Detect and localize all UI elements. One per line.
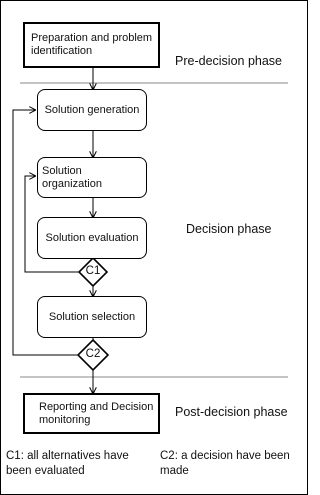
box-solution-organization-label: Solution organization bbox=[42, 164, 102, 190]
box-preparation-label: Preparation and problem identification bbox=[31, 32, 153, 57]
box-solution-generation-label: Solution generation bbox=[44, 103, 140, 116]
phase-post-decision: Post-decision phase bbox=[175, 405, 288, 419]
box-preparation bbox=[23, 22, 160, 68]
box-solution-selection-label: Solution selection bbox=[48, 310, 136, 323]
note-c1: C1: all alternatives have been evaluated bbox=[6, 450, 129, 477]
note-c2: C2: a decision have been made bbox=[160, 450, 290, 477]
diamond-c2-label: C2 bbox=[85, 348, 101, 360]
box-solution-evaluation-label: Solution evaluation bbox=[45, 231, 139, 244]
box-solution-generation bbox=[37, 89, 147, 131]
box-reporting-label: Reporting and Decision monitoring bbox=[39, 400, 154, 426]
box-solution-organization bbox=[37, 157, 147, 198]
phase-pre-decision: Pre-decision phase bbox=[175, 54, 283, 68]
box-solution-evaluation bbox=[37, 217, 147, 259]
box-reporting bbox=[23, 393, 160, 434]
box-solution-selection bbox=[37, 296, 147, 338]
diamond-c1-label: C1 bbox=[85, 265, 101, 277]
phase-decision: Decision phase bbox=[186, 222, 272, 236]
